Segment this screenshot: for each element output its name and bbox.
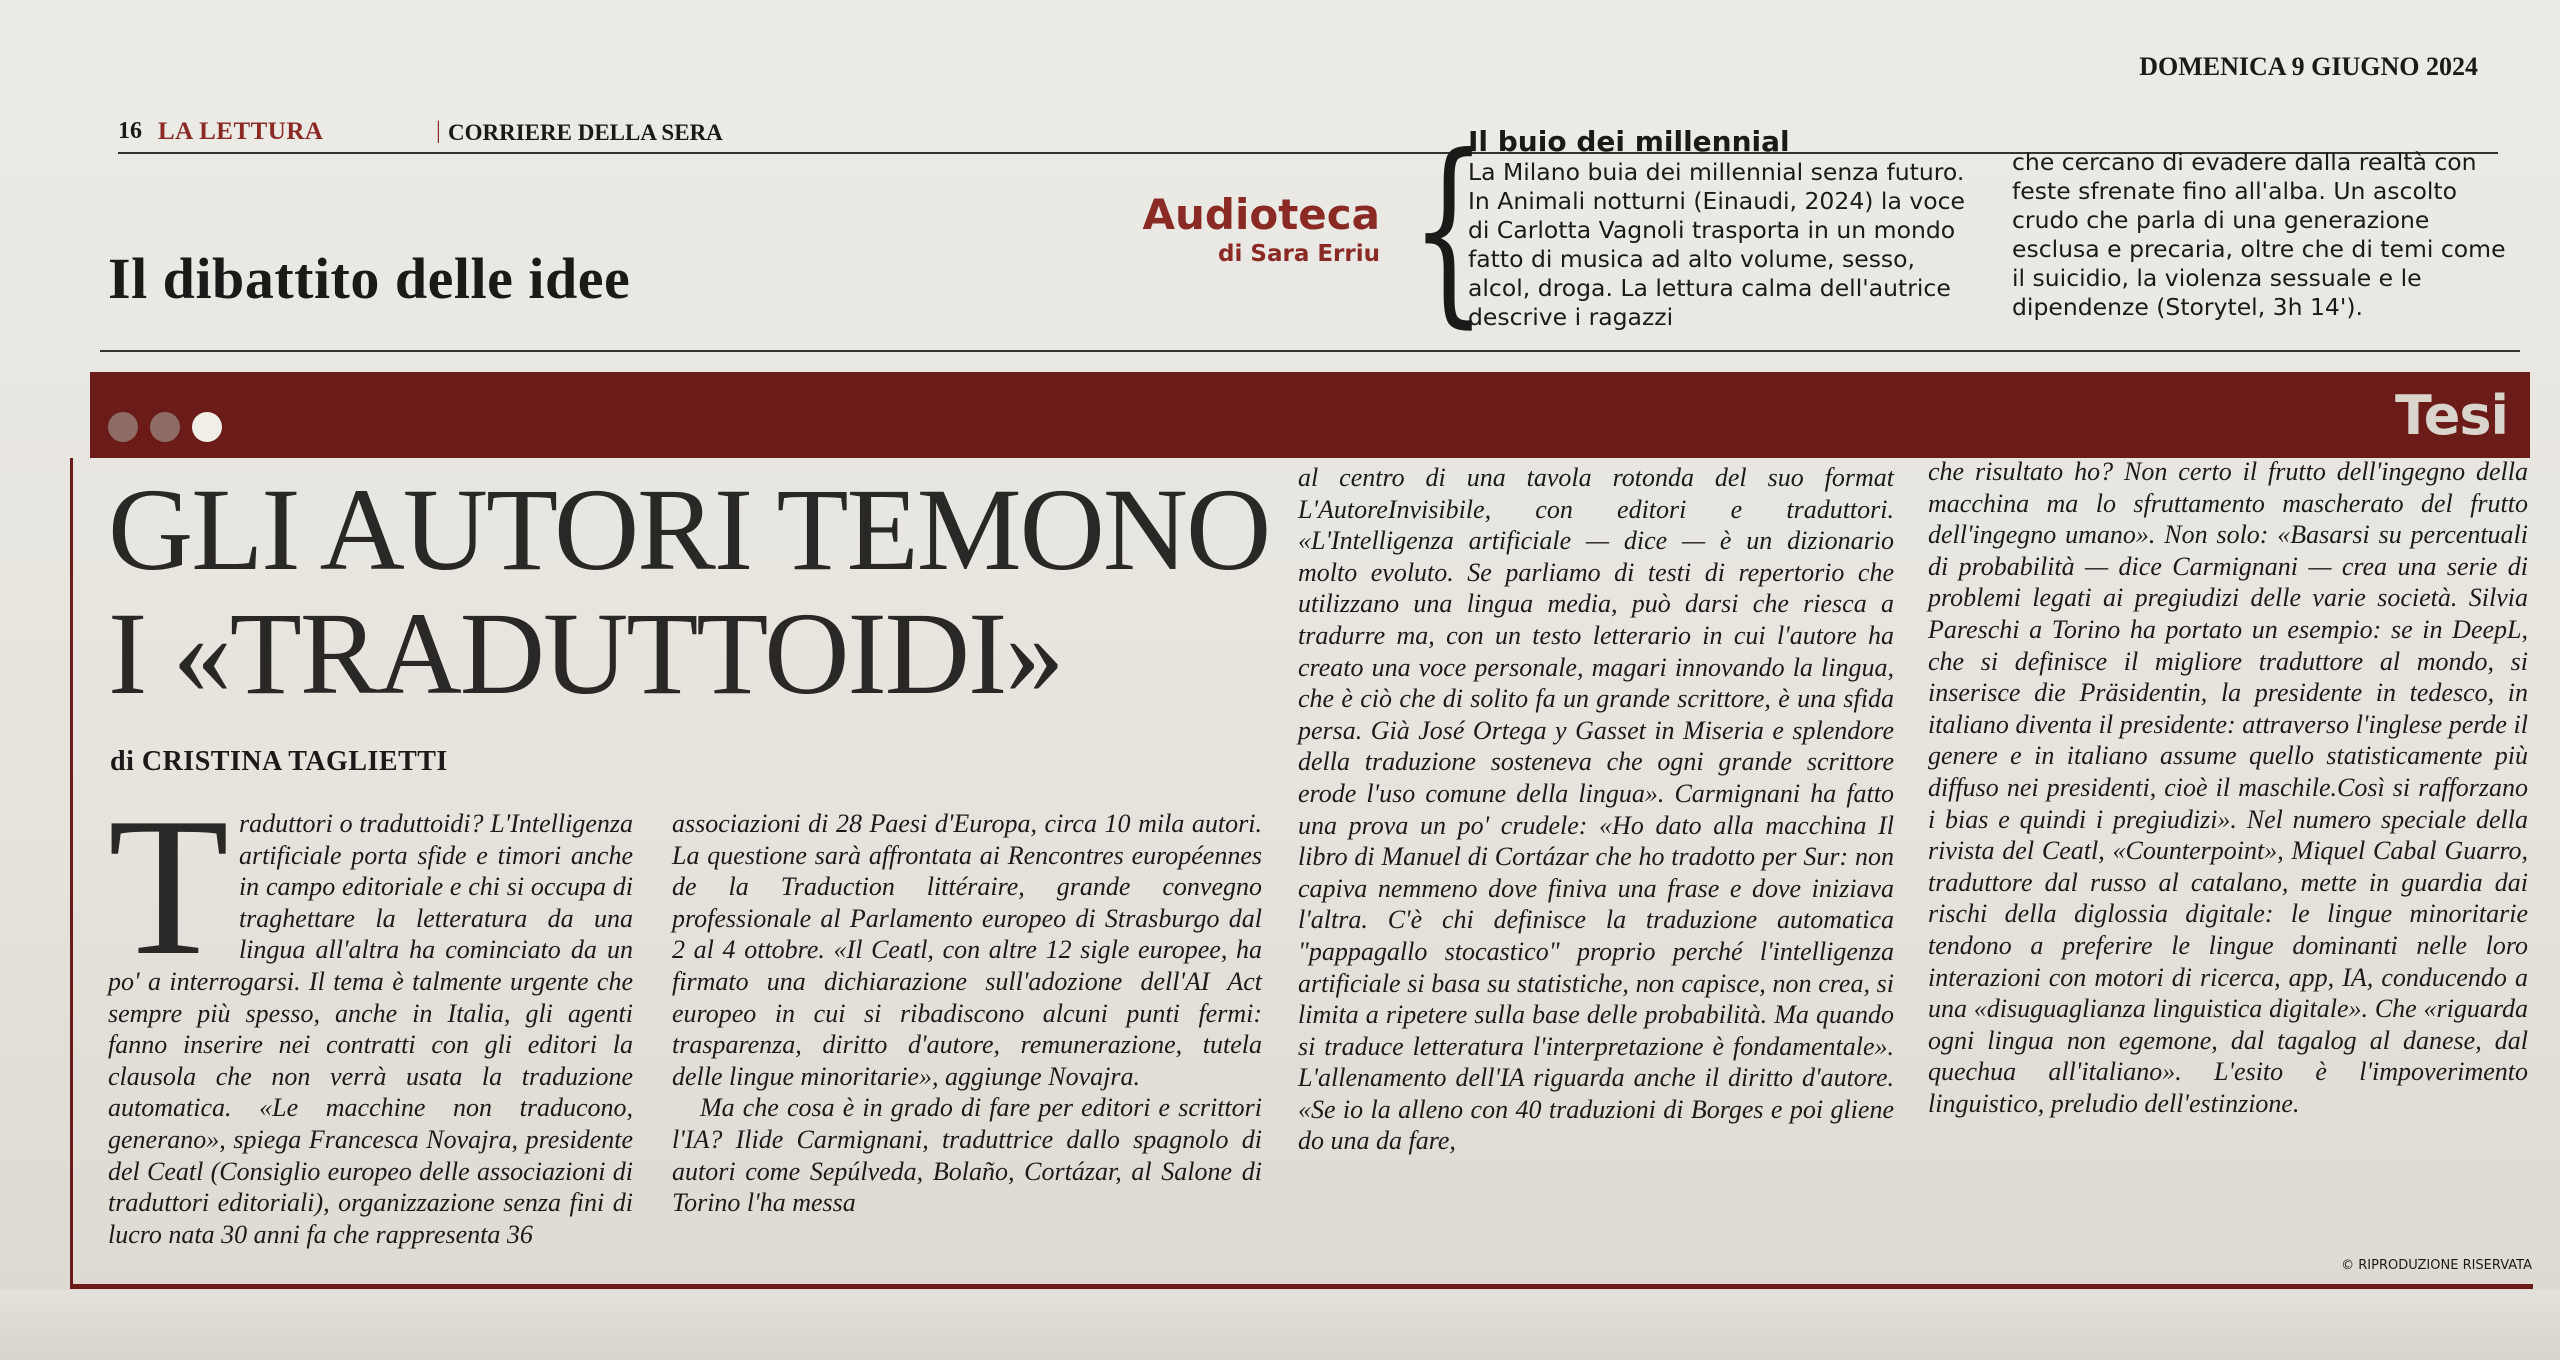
divider [100,350,2520,352]
audioteca-author: di Sara Erriu [1218,241,1380,267]
article-column-3: al centro di una tavola rotonda del suo format L'AutoreInvisibile, con editori e traduttori. «L'Intelligenza artificiale — dice — è un dizionario molto evoluto. Se parliamo di testi di repertorio che utilizzano una lingua media, può darsi che riesca a tradurre ma, con un testo letterario in cui l'autore ha creato una voce personale, magari innovando la lingua, che è ciò che di solito fa un grande scrittore, è una sfida persa. Già José Ortega y Gasset in Miseria e splendore della traduzione sosteneva che ogni grande scrittore erode l'uso comune della lingua». Carmignani ha fatto una prova un po' crudele: «Ho dato alla macchina Il libro di Manuel di Cortázar che ho tradotto per Sur: non capiva nemmeno dove finiva una frase e dove iniziava l'altra. C'è chi definisce la traduzione automatica "pappagallo stocastico" proprio perché l'intelligenza artificiale si basa su statistiche, non capisce, non crea, si limita a ripetere sulla base delle probabilità. Ma quando si traduce letteratura l'interpretazione è fondamentale». L'allenamento dell'IA riguarda anche il diritto d'autore. «Se io la alleno con 40 traduzioni di Borges e poi gliene do una da fare, [1298,463,1894,1156]
dot-icon [192,412,222,442]
page-bottom [0,1290,2560,1360]
byline: di CRISTINA TAGLIETTI [110,746,448,777]
page-number: 16 [118,118,142,144]
tesi-label: Tesi [2395,384,2508,447]
audioteca-text-col2: che cercano di evadere dalla realtà con feste sfrenate fino all'alba. Un ascolto crudo che parla di una generazione esclusa e precaria, oltre che di temi come il suicidio, la violenza sessuale e le dipendenze (Storytel, 3h 14'). [2012,148,2506,321]
audioteca-label [1140,190,1380,280]
decorative-dots [108,412,222,442]
section-name: LA LETTURA [158,118,324,145]
headline-line-2: I «TRADUTTOIDI» [108,588,1063,719]
issue-date: DOMENICA 9 GIUGNO 2024 [2139,52,2478,81]
dot-icon [150,412,180,442]
masthead-separator: | [436,118,441,144]
brace-icon: { [1410,113,1487,346]
article-column-1 [108,777,633,1250]
audioteca-title: Audioteca [1142,190,1380,239]
article-headline [108,464,1288,719]
dot-icon [108,412,138,442]
tesi-band [90,372,2530,458]
headline-line-1: GLI AUTORI TEMONO [108,464,1270,595]
article-column-4: che risultato ho? Non certo il frutto dell'ingegno della macchina ma lo sfruttamento mascherato del frutto dell'ingegno umano». Non solo: «Basarsi su percentuali di probabilità — dice Carmignani — crea una serie di problemi legati ai pregiudizi delle varie società. Silvia Pareschi a Torino ha portato un esempio: se in DeepL, che si definisce il migliore traduttore al mondo, si inserisce die Präsidentin, la presidente in tedesco, in italiano diventa il presidente: attraverso l'inglese perde il genere e in italiano assume quello statisticamente più diffuso nei presidenti, cioè il maschile.Così si rafforzano i bias e quindi i pregiudizi». Nel numero speciale della rivista del Ceatl, «Counterpoint», Miquel Cabal Guarro, traduttore dal russo al catalano, mette in guardia dai rischi della diglossia digitale: le lingue minoritarie tendono a preferire le lingue dominanti nelle loro interazioni con motori di ricerca, app, IA, conducendo a una «disuguaglianza linguistica digitale». Che «riguarda ogni lingua non egemone, dal tagalog al danese, dal quechua all'italiano». L'esito è l'impoverimento linguistico, preludio dell'estinzione. [1928,457,2528,1118]
article-column-2 [672,808,1262,1219]
audioteca-text-col1: La Milano buia dei millennial senza futuro. In Animali notturni (Einaudi, 2024) la voce di Carlotta Vagnoli trasporta in un mondo fatto di musica ad alto volume, sesso, alcol, droga. La lettura calma dell'autrice descrive i ragazzi [1468,158,1965,331]
section-title: Il dibattito delle idee [108,246,631,311]
column-1-text: raduttori o traduttoidi? L'Intelligenza artificiale porta sfide e timori anche in campo editoriale e chi si occupa di traghettare la letteratura da una lingua all'altra ha cominciato da un po' a interrogarsi. Il tema è talmente urgente che sempre più spesso, anche in Italia, gli agenti fanno inserire nei contratti con gli editori la clausola che non verrà usata la traduzione automatica. «Le macchine non traducono, generano», spiega Francesca Novajra, presidente del Ceatl (Consiglio europeo delle associazioni di traduttori editoriali), organizzazione senza fini di lucro nata 30 anni fa che rappresenta 36 [108,809,633,1249]
audioteca-heading: Il buio dei millennial [1468,125,1790,158]
drop-cap: T [108,777,229,996]
column-2-paragraph-1: associazioni di 28 Paesi d'Europa, circa 10 mila autori. La questione sarà affrontata ai Rencontres européennes de la Traduction littéraire, grande convegno professionale al Parlamento europeo di Strasburgo dal 2 al 4 ottobre. «Il Ceatl, con altre 12 sigle europee, ha firmato una dichiarazione sull'adozione dell'AI Act europeo in cui si ribadiscono alcuni punti fermi: trasparenza, diritto d'autore, remunerazione, tutela delle lingue minoritarie», aggiunge Novajra. [672,809,1262,1091]
paper-name: CORRIERE DELLA SERA [448,120,723,145]
copyright-notice: © RIPRODUZIONE RISERVATA [2341,1258,2532,1273]
column-2-paragraph-2: Ma che cosa è in grado di fare per editori e scrittori l'IA? Ilide Carmignani, traduttrice dallo spagnolo di autori come Sepúlveda, Bolaño, Cortázar, al Salone di Torino l'ha messa [672,1093,1262,1218]
